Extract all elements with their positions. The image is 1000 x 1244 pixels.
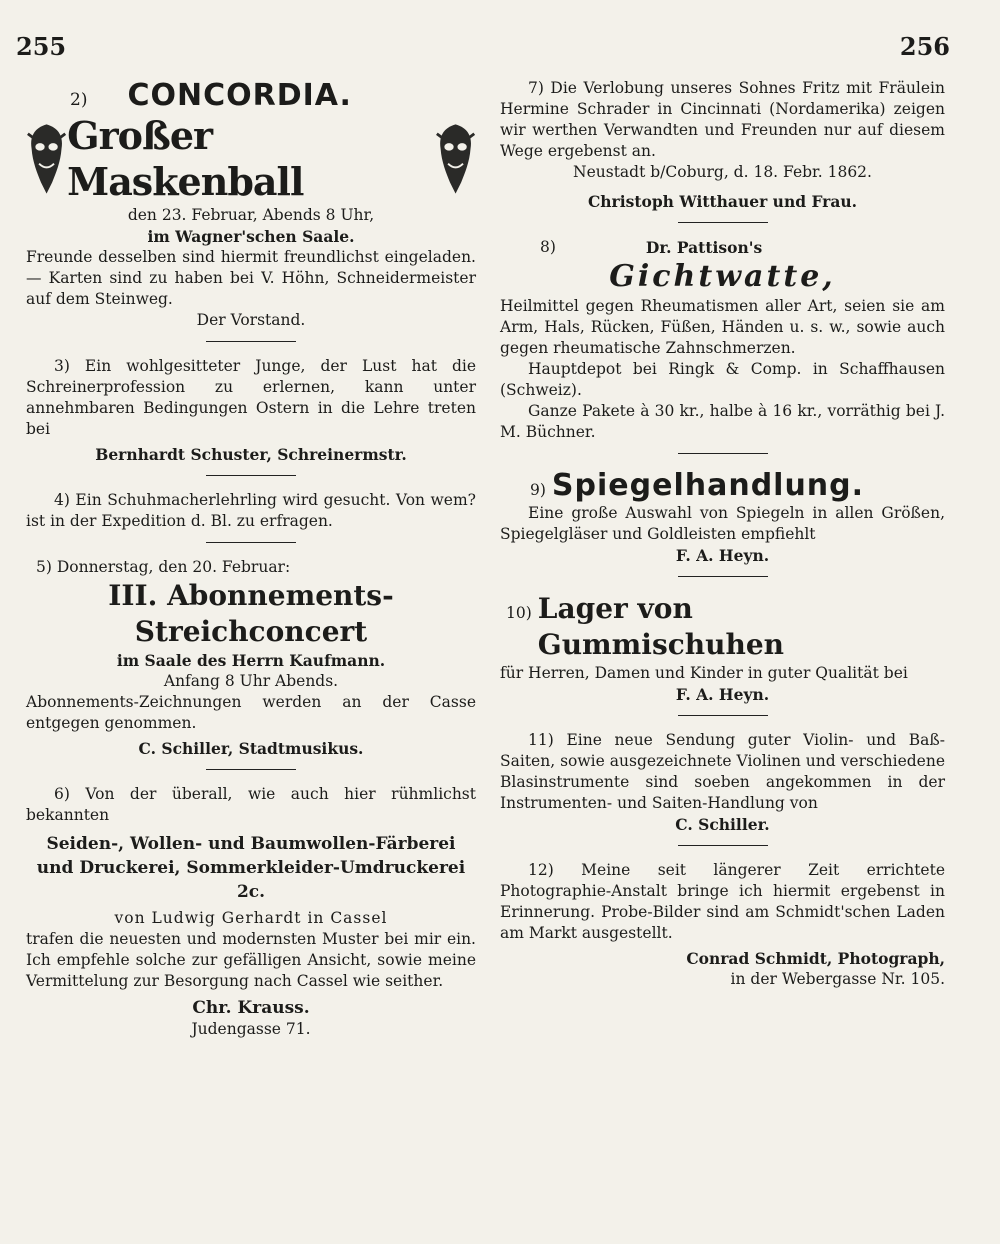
divider [206,769,296,770]
ad-dyeworks [26,784,476,1040]
ad-dateline: Neustadt b/Coburg, d. 18. Febr. 1862. [573,163,872,181]
ad-photography [500,860,945,990]
ad-depot: Hauptdepot bei Ringk & Comp. in Schaffhausen (Schweiz). [500,360,945,399]
carnival-mask-icon [26,120,67,198]
ad-address: Judengasse 71. [191,1020,311,1038]
ad-signature: Der Vorstand. [196,311,306,329]
ad-signature: C. Schiller, Stadtmusikus. [138,739,364,758]
ad-signature: Chr. Krauss. [192,998,310,1018]
divider [678,222,768,223]
divider [678,453,768,454]
ad-body: Eine große Auswahl von Spiegeln in allen Größen, Spiegelgläser und Goldleisten empfiehlt [500,504,945,543]
right-column [500,78,945,994]
ad-date: den 23. Februar, Abends 8 Uhr, [127,206,375,224]
ad-body: 3) Ein wohlgesitteter Junge, der Lust hat die Schreinerprofession zu erlernen, kann unter annehmbaren Bedingungen Ostern in die Lehre treten bei [26,357,476,438]
ad-number: 10) [506,604,532,622]
ad-title: Spiegelhandlung. [551,468,865,503]
ad-place: im Saale des Herrn Kaufmann. [116,651,386,670]
ad-number: 9) [530,481,546,499]
ad-body: 4) Ein Schuhmacherlehrling wird gesucht. Von wem? ist in der Expedition d. Bl. zu erfragen. [26,491,476,530]
ad-signature: Bernhardt Schuster, Schreinermstr. [95,445,407,464]
ad-brand: Dr. Pattison's [645,238,763,257]
ad-address: in der Webergasse Nr. 105. [730,970,945,988]
ad-number: 2) [70,90,88,110]
ad-intro: 6) Von der überall, wie auch hier rühmlichst bekannten [26,785,476,824]
ad-body: 7) Die Verlobung unseres Sohnes Fritz mit Fräulein Hermine Schrader in Cincinnati (Nordamerika) zeigen wir werthen Verwandten und Freunden nur auf diesem Wege ergebenst an. [500,79,945,160]
left-column [26,78,476,1044]
ad-title: Lager von Gummischuhen [537,592,784,661]
ad-apprentice-carpenter [26,356,476,465]
ad-concordia [26,78,476,331]
ad-title: III. Abonnements-Streichconcert [108,579,394,648]
carnival-mask-icon [435,120,476,198]
ad-time: Anfang 8 Uhr Abends. [163,672,339,690]
ad-title: Seiden-, Wollen- und Baumwollen-Färberei und Druckerei, Sommerkleider-Umdruckerei 2c. [36,834,466,902]
divider [678,576,768,577]
ad-intro: 5) Donnerstag, den 20. Februar: [36,558,291,576]
ad-subtitle: Großer Maskenball [67,113,304,204]
ad-number: 8) [540,238,556,256]
ad-rubber-shoes [500,591,945,705]
ad-title: CONCORDIA. [127,78,352,113]
ad-signature: F. A. Heyn. [675,546,770,565]
ad-engagement [500,78,945,212]
ad-body: 12) Meine seit längerer Zeit errichtete Photographie-Anstalt bringe ich hiermit ergebenst in Erinnerung. Probe-Bilder sind am Schmidt'schen Laden am Markt ausgestellt. [500,861,945,942]
ad-strings [500,730,945,835]
ad-body: für Herren, Damen und Kinder in guter Qualität bei [500,664,908,682]
ad-signature: Conrad Schmidt, Photograph, [686,949,945,968]
ad-from: von Ludwig Gerhardt in Cassel [114,909,388,927]
divider [206,341,296,342]
divider [206,542,296,543]
ad-prices: Ganze Pakete à 30 kr., halbe à 16 kr., vorräthig bei J. M. Büchner. [500,402,945,441]
divider [678,715,768,716]
divider [206,475,296,476]
page-number-right: 256 [899,32,950,61]
ad-place: im Wagner'schen Saale. [147,227,355,246]
ad-body: Heilmittel gegen Rheumatismen aller Art, seien sie am Arm, Hals, Rücken, Füßen, Händen u. s. w., sowie auch gegen rheumatische Zahnschmerzen. [500,297,945,357]
ad-body: Freunde desselben sind hiermit freundlichst eingeladen. — Karten sind zu haben bei V. Höhn, Schneidermeister auf dem Steinweg. [26,248,476,308]
ad-body: 11) Eine neue Sendung guter Violin- und Baß-Saiten, sowie ausgezeichnete Violinen und verschiedene Blasinstrumente sind soeben angekommen in der Instrumenten- und Saiten-Handlung von [500,731,945,812]
ad-signature: F. A. Heyn. [675,685,770,704]
ad-signature: C. Schiller. [675,815,770,834]
ad-apprentice-shoemaker [26,490,476,532]
page-number-left: 255 [16,32,67,61]
ad-signature: Christoph Witthauer und Frau. [587,192,858,211]
ad-body: Abonnements-Zeichnungen werden an der Casse entgegen genommen. [26,693,476,732]
ad-title: Gichtwatte, [609,259,836,294]
ad-concert [26,557,476,759]
ad-mirror-shop [500,468,945,566]
ad-gichtwatte [500,237,945,443]
ad-body: trafen die neuesten und modernsten Muster bei mir ein. Ich empfehle solche zur gefälligen Ansicht, sowie meine Vermittelung zur Besorgung nach Cassel wie seither. [26,930,476,990]
divider [678,845,768,846]
